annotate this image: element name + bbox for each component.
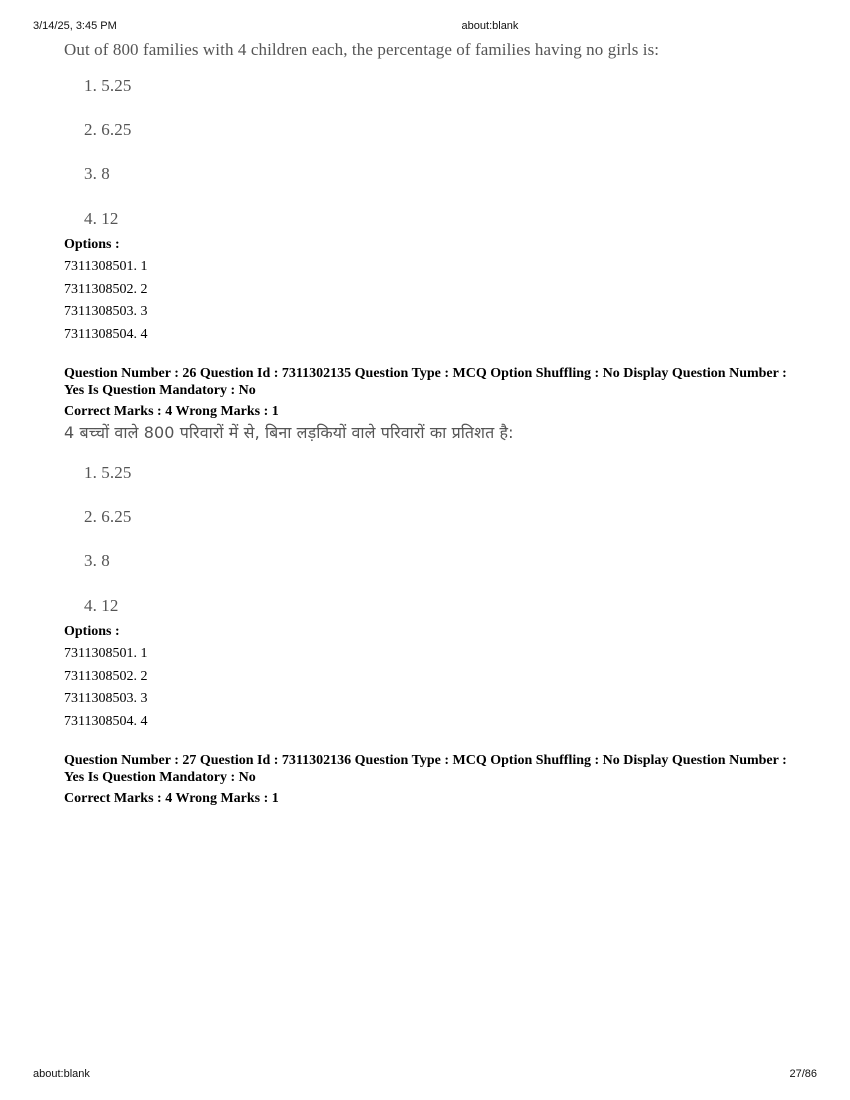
print-footer — [0, 1068, 850, 1082]
options-label: Options : — [64, 237, 120, 252]
question-choice: 4. 12 — [84, 596, 119, 615]
footer-url: about:blank — [33, 1068, 90, 1080]
question-stem: Out of 800 families with 4 children each, the percentage of families having no girls is: — [64, 40, 660, 59]
question-choice: 2. 6.25 — [84, 120, 132, 139]
option-row: 7311308502. 2 — [64, 281, 148, 297]
page-number: 27/86 — [789, 1068, 817, 1080]
question-choice: 3. 8 — [84, 551, 110, 570]
option-row: 7311308503. 3 — [64, 691, 148, 706]
option-row: 7311308504. 4 — [64, 326, 148, 342]
question-26-meta — [64, 365, 804, 421]
option-row: 7311308501. 1 — [64, 646, 148, 661]
option-row: 7311308504. 4 — [64, 713, 148, 729]
question-choice: 2. 6.25 — [84, 507, 132, 526]
question-choice: 3. 8 — [84, 164, 110, 183]
question-choice: 1. 5.25 — [84, 76, 132, 95]
print-header — [0, 20, 850, 34]
question-meta: Question Number : 26 Question Id : 7311302135 Question Type : MCQ Option Shuffling : No Display Question Number : Yes Is Question Mandatory : No — [64, 366, 787, 398]
print-datetime: 3/14/25, 3:45 PM — [33, 20, 117, 32]
option-row: 7311308503. 3 — [64, 304, 148, 319]
question-stem-hindi: 4 बच्चों वाले 800 परिवारों में से, बिना लड़कियों वाले परिवारों का प्रतिशत है: — [64, 423, 514, 442]
question-meta: Question Number : 27 Question Id : 7311302136 Question Type : MCQ Option Shuffling : No Display Question Number : Yes Is Question Mandatory : No — [64, 753, 787, 785]
option-row: 7311308501. 1 — [64, 259, 148, 274]
question-marks: Correct Marks : 4 Wrong Marks : 1 — [64, 404, 279, 419]
print-url: about:blank — [461, 20, 519, 32]
options-label: Options : — [64, 624, 120, 639]
question-marks: Correct Marks : 4 Wrong Marks : 1 — [64, 791, 279, 806]
question-choice: 1. 5.25 — [84, 463, 132, 482]
question-25-image — [64, 38, 804, 234]
option-row: 7311308502. 2 — [64, 668, 148, 684]
page-content — [64, 38, 804, 808]
question-27-meta — [64, 752, 804, 808]
question-choice: 4. 12 — [84, 209, 119, 228]
question-26-image — [64, 421, 804, 621]
